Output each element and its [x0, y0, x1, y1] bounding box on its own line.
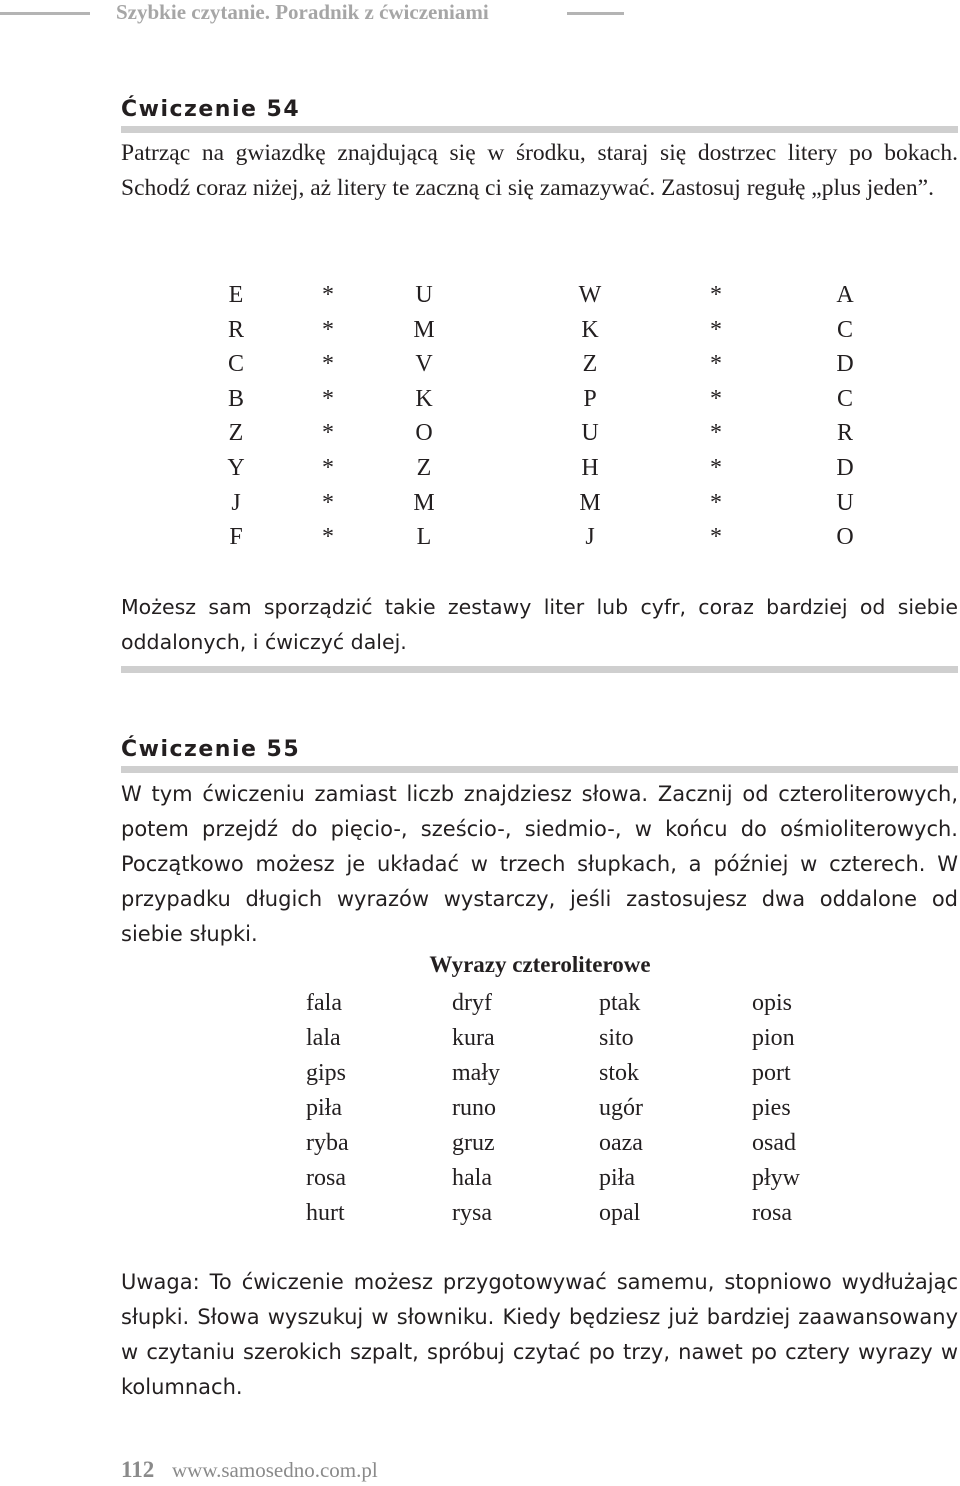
- grid-cell: U: [581, 420, 599, 447]
- word-cell: pion: [752, 1025, 795, 1051]
- header-rule-left: [0, 12, 90, 15]
- exercise-54-bottom-rule: [121, 666, 958, 673]
- grid-cell: *: [322, 351, 334, 378]
- word-cell: piła: [306, 1095, 342, 1121]
- grid-cell: *: [710, 524, 722, 551]
- exercise-54-title: Ćwiczenie 54: [121, 97, 301, 122]
- grid-cell: O: [415, 420, 433, 447]
- grid-cell: *: [322, 316, 334, 343]
- word-cell: piła: [599, 1165, 635, 1191]
- word-cell: opal: [599, 1200, 641, 1226]
- word-cell: port: [752, 1060, 791, 1086]
- grid-cell: *: [710, 282, 722, 308]
- word-cell: ryba: [306, 1130, 349, 1156]
- exercise-54-rule: [121, 126, 958, 133]
- grid-cell: *: [710, 489, 722, 516]
- word-cell: rosa: [306, 1165, 346, 1191]
- exercise-55-instruction: W tym ćwiczeniu zamiast liczb znajdziesz słowa. Zacznij od czteroliterowych, potem przejdź do pięcio-, sześcio-, siedmio-, w końcu do ośmioliterowych. Początkowo możesz je układać w trzech słupkach, a później w czterech. W przypadku długich wyrazów wystarczy, jeśli zastosujesz dwa oddalone od siebie słupki.: [121, 782, 958, 946]
- grid-cell: *: [322, 455, 334, 481]
- word-cell: hurt: [306, 1200, 345, 1226]
- grid-cell: W: [578, 282, 602, 308]
- header-rule-right: [567, 12, 624, 15]
- grid-cell: *: [710, 385, 722, 412]
- grid-cell: J: [585, 524, 595, 551]
- word-cell: lala: [306, 1025, 341, 1051]
- grid-cell: A: [836, 282, 854, 308]
- grid-cell: D: [836, 455, 854, 481]
- grid-cell: *: [710, 351, 722, 378]
- word-cell: rysa: [452, 1200, 492, 1226]
- grid-cell: M: [579, 489, 601, 516]
- grid-cell: U: [415, 282, 433, 308]
- grid-cell: Z: [228, 420, 244, 447]
- grid-cell: B: [227, 385, 244, 412]
- grid-cell: M: [413, 489, 435, 516]
- grid-cell: *: [710, 455, 722, 481]
- word-cell: stok: [599, 1060, 640, 1086]
- exercise-55-title: Ćwiczenie 55: [121, 737, 301, 762]
- word-cell: ptak: [599, 990, 641, 1016]
- grid-cell: *: [322, 385, 334, 412]
- grid-cell: E: [228, 282, 244, 308]
- grid-cell: H: [581, 455, 599, 481]
- footer-url: www.samosedno.com.pl: [172, 1458, 378, 1482]
- word-cell: pływ: [752, 1165, 800, 1191]
- grid-cell: D: [836, 351, 854, 378]
- grid-cell: R: [227, 316, 244, 343]
- word-table-title: Wyrazy czteroliterowe: [429, 952, 651, 977]
- grid-cell: K: [415, 385, 433, 412]
- grid-cell: P: [583, 385, 597, 412]
- word-cell: dryf: [452, 990, 492, 1016]
- grid-cell: V: [415, 351, 433, 378]
- word-cell: sito: [599, 1025, 634, 1051]
- grid-cell: *: [710, 316, 722, 343]
- grid-cell: F: [229, 524, 243, 551]
- word-cell: kura: [452, 1025, 495, 1051]
- word-cell: runo: [452, 1095, 496, 1121]
- grid-cell: *: [322, 524, 334, 551]
- word-cell: ugór: [599, 1095, 643, 1121]
- grid-cell: K: [581, 316, 599, 343]
- word-cell: osad: [752, 1130, 796, 1156]
- grid-cell: U: [836, 489, 854, 516]
- word-cell: mały: [452, 1060, 500, 1086]
- grid-cell: C: [836, 316, 853, 343]
- grid-cell: J: [231, 489, 241, 516]
- grid-cell: C: [836, 385, 853, 412]
- grid-cell: Z: [582, 351, 598, 378]
- grid-cell: *: [322, 282, 334, 308]
- grid-cell: L: [416, 524, 432, 551]
- word-cell: opis: [752, 990, 793, 1016]
- word-cell: rosa: [752, 1200, 792, 1226]
- grid-cell: R: [836, 420, 853, 447]
- grid-cell: Y: [227, 455, 245, 481]
- word-cell: gruz: [452, 1130, 495, 1156]
- running-title: Szybkie czytanie. Poradnik z ćwiczeniami: [116, 0, 489, 24]
- exercise-55-rule: [121, 766, 958, 773]
- grid-cell: Z: [416, 455, 432, 481]
- grid-cell: *: [322, 489, 334, 516]
- page-number: 112: [121, 1457, 155, 1482]
- word-cell: hala: [452, 1165, 492, 1191]
- word-cell: pies: [752, 1095, 791, 1121]
- grid-cell: O: [836, 524, 854, 551]
- exercise-54-note: Możesz sam sporządzić takie zestawy liter lub cyfr, coraz bardziej od siebie oddalonych, i ćwiczyć dalej.: [121, 595, 958, 654]
- grid-cell: *: [710, 420, 722, 447]
- grid-cell: M: [413, 316, 435, 343]
- exercise-54-instruction: Patrząc na gwiazdkę znajdującą się w środku, staraj się dostrzec litery po bokach. Schodź coraz niżej, aż litery te zaczną ci się zamazywać. Zastosuj regułę „plus jeden”.: [121, 140, 958, 201]
- exercise-55-note: Uwaga: To ćwiczenie możesz przygotowywać samemu, stopniowo wydłużając słupki. Słowa wyszukuj w słowniku. Kiedy będziesz już bardziej zaawansowany w czytaniu szerokich szpalt, spróbuj czytać po trzy, nawet po cztery wyrazy w kolumnach.: [121, 1270, 958, 1399]
- word-cell: gips: [306, 1060, 347, 1086]
- grid-cell: C: [227, 351, 244, 378]
- grid-cell: *: [322, 420, 334, 447]
- word-cell: fala: [306, 990, 342, 1016]
- word-cell: oaza: [599, 1130, 643, 1156]
